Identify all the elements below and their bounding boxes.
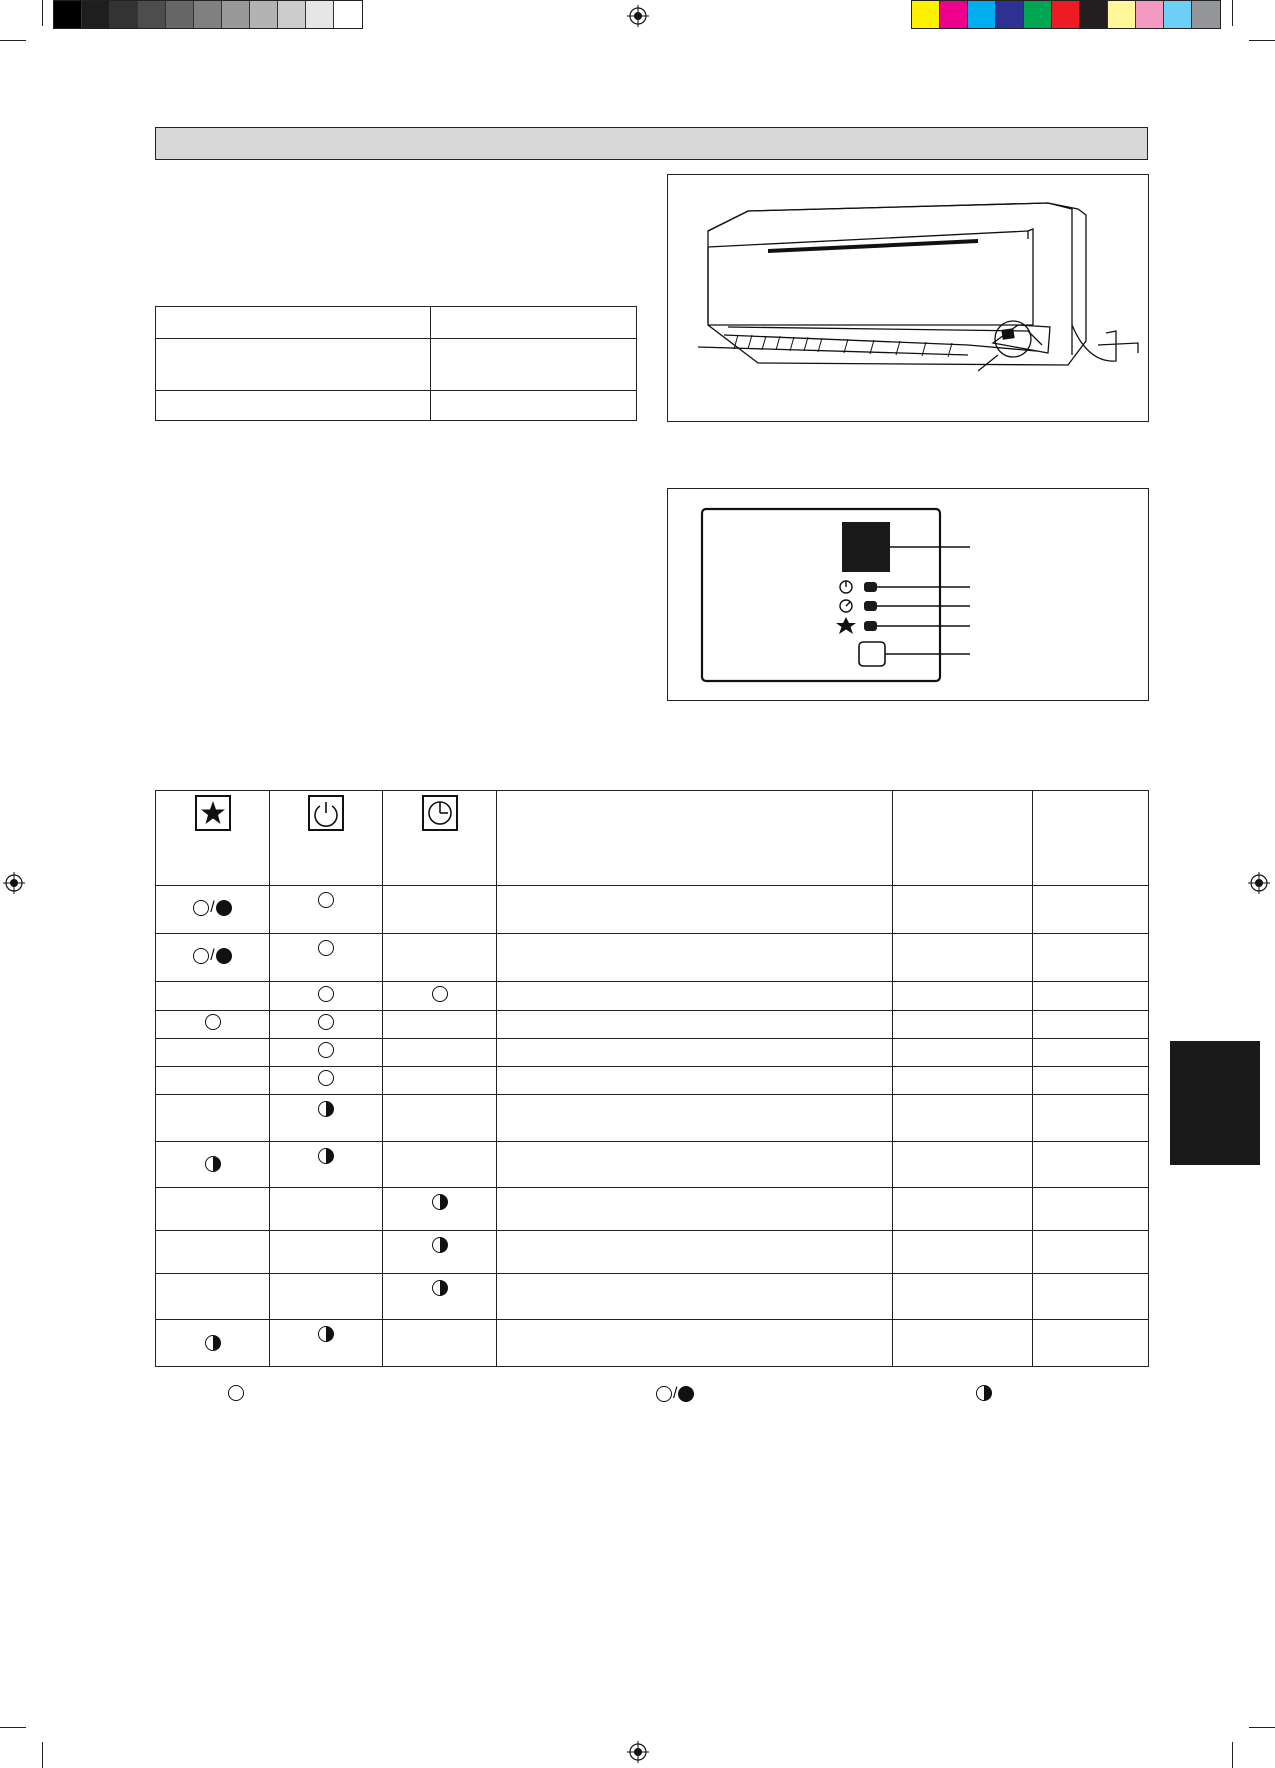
status-cell — [497, 1231, 893, 1274]
status-cell — [383, 1095, 497, 1142]
air-conditioner-illustration — [668, 175, 1148, 421]
lamp-flashing-icon — [318, 1148, 334, 1164]
section-heading-bar — [155, 127, 1148, 160]
star-icon — [195, 795, 231, 831]
status-cell — [893, 1274, 1033, 1320]
status-cell — [893, 1039, 1033, 1067]
status-cell — [270, 886, 383, 934]
color-swatch — [1164, 1, 1192, 28]
table-row — [156, 934, 1149, 982]
grayscale-color-bar — [53, 0, 363, 29]
spec-cell — [156, 339, 431, 391]
indicator-panel-illustration — [668, 489, 1148, 700]
lamp-off-icon — [318, 892, 334, 908]
status-cell — [1033, 1067, 1149, 1095]
status-cell — [1033, 1095, 1149, 1142]
legend-off — [228, 1385, 244, 1401]
color-swatch — [54, 1, 82, 28]
status-cell — [156, 1142, 270, 1188]
color-swatch — [912, 1, 940, 28]
status-cell — [497, 886, 893, 934]
lamp-flashing-icon — [318, 1101, 334, 1117]
lamp-on-off-icon: / — [193, 899, 231, 917]
color-swatch — [82, 1, 110, 28]
status-cell — [270, 1067, 383, 1095]
spec-cell — [156, 391, 431, 421]
status-cell — [270, 1320, 383, 1367]
lamp-flashing-icon — [318, 1326, 334, 1342]
status-cell — [383, 934, 497, 982]
table-row — [156, 1274, 1149, 1320]
lamp-off-icon — [318, 1042, 334, 1058]
status-cell — [1033, 1231, 1149, 1274]
status-cell — [497, 1011, 893, 1039]
status-cell — [497, 1067, 893, 1095]
lamp-off-icon — [432, 986, 448, 1002]
status-cell — [156, 1320, 270, 1367]
timer-clock-icon — [422, 795, 458, 831]
chapter-side-tab — [1170, 1041, 1260, 1165]
status-cell — [893, 934, 1033, 982]
status-cell — [1033, 1142, 1149, 1188]
table-row — [156, 982, 1149, 1011]
status-cell — [497, 1095, 893, 1142]
status-cell — [156, 1274, 270, 1320]
indoor-unit-figure — [667, 174, 1149, 422]
lamp-off-icon — [318, 1070, 334, 1086]
crop-mark — [1249, 1727, 1275, 1728]
status-cell — [1033, 982, 1149, 1011]
status-cell — [383, 1188, 497, 1231]
status-cell — [270, 1231, 383, 1274]
status-cell — [1033, 1320, 1149, 1367]
spec-cell — [431, 307, 637, 339]
header-cell — [270, 791, 383, 886]
lamp-on-off-icon: / — [656, 1385, 694, 1403]
color-swatch — [1108, 1, 1136, 28]
indicator-panel-figure — [667, 488, 1149, 701]
color-swatch — [1192, 1, 1220, 28]
status-cell — [1033, 934, 1149, 982]
crop-mark — [1232, 1742, 1233, 1768]
color-swatch — [940, 1, 968, 28]
status-cell — [383, 1274, 497, 1320]
status-cell — [893, 982, 1033, 1011]
lamp-off-icon — [205, 1014, 221, 1030]
color-swatch — [166, 1, 194, 28]
color-swatch — [1024, 1, 1052, 28]
spec-cell — [156, 307, 431, 339]
status-cell — [893, 1188, 1033, 1231]
status-cell — [270, 982, 383, 1011]
table-row — [156, 1142, 1149, 1188]
status-cell — [156, 1011, 270, 1039]
status-cell — [497, 1142, 893, 1188]
lamp-flashing-icon — [205, 1156, 221, 1172]
table-header-row — [156, 791, 1149, 886]
table-row — [156, 1067, 1149, 1095]
color-swatch — [968, 1, 996, 28]
lamp-flashing-icon — [432, 1194, 448, 1210]
status-cell — [270, 1274, 383, 1320]
status-cell — [893, 1095, 1033, 1142]
lamp-off-icon — [318, 1014, 334, 1030]
status-cell — [156, 1039, 270, 1067]
status-cell — [1033, 1188, 1149, 1231]
status-cell — [1033, 1039, 1149, 1067]
status-cell — [383, 886, 497, 934]
status-cell — [156, 1067, 270, 1095]
header-cell — [1033, 791, 1149, 886]
status-cell — [270, 1039, 383, 1067]
status-cell — [497, 1320, 893, 1367]
status-cell — [270, 1188, 383, 1231]
registration-mark-icon — [1248, 872, 1270, 894]
status-cell — [156, 1188, 270, 1231]
status-cell — [893, 1011, 1033, 1039]
crop-mark — [0, 1727, 26, 1728]
lamp-flashing-icon — [432, 1237, 448, 1253]
spec-cell — [431, 339, 637, 391]
color-swatch — [138, 1, 166, 28]
status-cell — [1033, 1274, 1149, 1320]
spec-table — [155, 306, 637, 421]
status-cell — [156, 1095, 270, 1142]
status-cell — [497, 934, 893, 982]
color-swatch — [250, 1, 278, 28]
table-row — [156, 886, 1149, 934]
spec-cell — [431, 391, 637, 421]
color-swatch — [1052, 1, 1080, 28]
status-cell — [893, 1142, 1033, 1188]
status-cell — [383, 1142, 497, 1188]
status-cell — [270, 1095, 383, 1142]
status-cell — [497, 1188, 893, 1231]
crop-mark — [1232, 0, 1233, 26]
table-row — [156, 1039, 1149, 1067]
status-cell — [383, 1320, 497, 1367]
legend-flashing — [976, 1385, 992, 1401]
status-cell — [497, 1274, 893, 1320]
status-cell — [383, 982, 497, 1011]
status-cell — [893, 1067, 1033, 1095]
color-swatch — [222, 1, 250, 28]
crop-mark — [42, 1742, 43, 1768]
table-row — [156, 1188, 1149, 1231]
crop-mark — [42, 0, 43, 26]
status-cell — [270, 934, 383, 982]
status-cell — [893, 1320, 1033, 1367]
status-cell — [156, 886, 270, 934]
registration-mark-icon — [627, 1741, 649, 1763]
status-cell — [497, 982, 893, 1011]
crop-mark — [1249, 40, 1275, 41]
table-row — [156, 1320, 1149, 1367]
status-cell — [893, 886, 1033, 934]
header-cell — [893, 791, 1033, 886]
lamp-off-icon — [318, 940, 334, 956]
lamp-off-icon — [228, 1385, 244, 1401]
status-cell — [383, 1039, 497, 1067]
table-row — [156, 1011, 1149, 1039]
header-cell — [156, 791, 270, 886]
lamp-flashing-icon — [976, 1385, 992, 1401]
color-swatch — [194, 1, 222, 28]
power-icon — [308, 795, 344, 831]
color-swatch — [306, 1, 334, 28]
status-cell — [270, 1142, 383, 1188]
lamp-flashing-icon — [432, 1280, 448, 1296]
color-swatch — [996, 1, 1024, 28]
lamp-off-icon — [318, 986, 334, 1002]
table-row — [156, 1231, 1149, 1274]
header-cell — [497, 791, 893, 886]
registration-mark-icon — [627, 5, 649, 27]
lamp-on-off-icon: / — [193, 947, 231, 965]
color-swatch — [334, 1, 362, 28]
status-cell — [497, 1039, 893, 1067]
color-swatch — [278, 1, 306, 28]
status-cell — [383, 1067, 497, 1095]
table-row — [156, 1095, 1149, 1142]
status-cell — [270, 1011, 383, 1039]
color-swatch — [110, 1, 138, 28]
registration-mark-icon — [3, 872, 25, 894]
lamp-flashing-icon — [205, 1335, 221, 1351]
crop-mark — [0, 40, 26, 41]
color-swatch — [1136, 1, 1164, 28]
status-cell — [156, 982, 270, 1011]
status-cell — [1033, 1011, 1149, 1039]
status-cell — [1033, 886, 1149, 934]
status-cell — [383, 1231, 497, 1274]
process-color-bar — [911, 0, 1221, 29]
status-cell — [156, 934, 270, 982]
status-cell — [893, 1231, 1033, 1274]
lamp-status-table — [155, 790, 1149, 1367]
legend-on-off — [656, 1385, 694, 1403]
color-swatch — [1080, 1, 1108, 28]
status-cell — [383, 1011, 497, 1039]
status-cell — [156, 1231, 270, 1274]
header-cell — [383, 791, 497, 886]
